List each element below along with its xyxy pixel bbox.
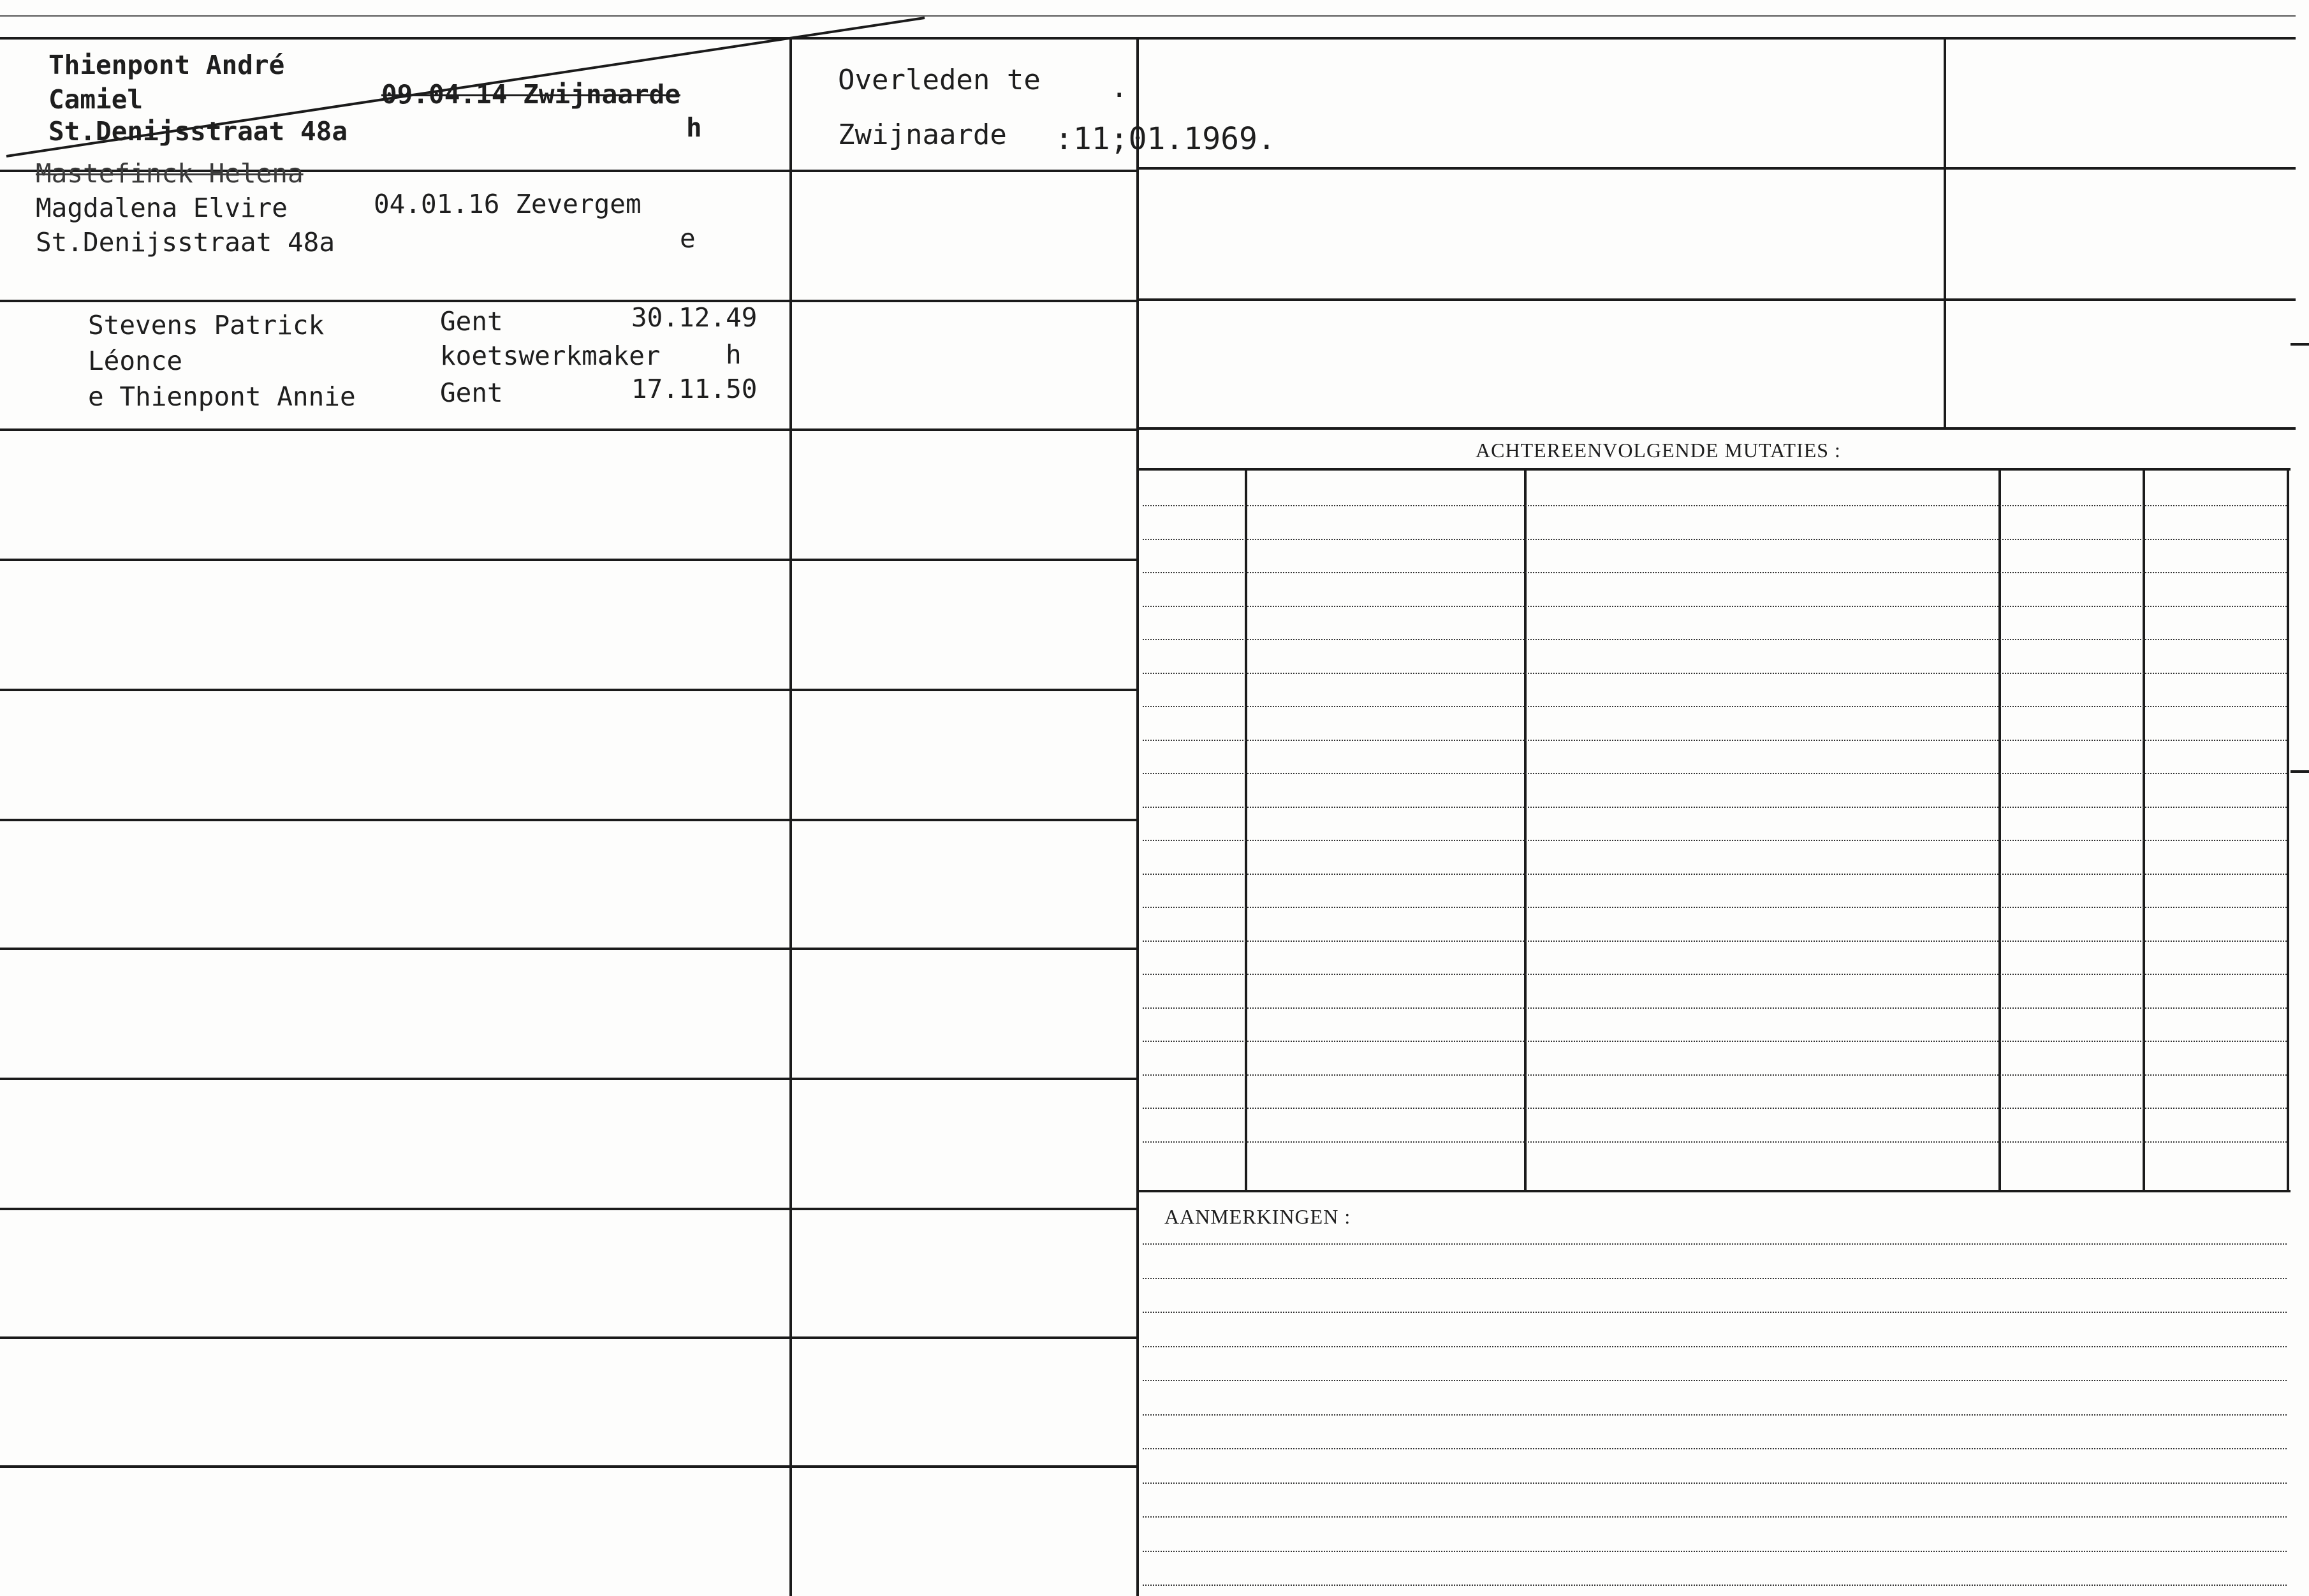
right-row-line-1 <box>1136 167 2296 170</box>
entry1-name-line2: Camiel <box>48 84 143 115</box>
mutaties-dotted-row <box>1143 740 2287 741</box>
entry3-name-line1: Stevens Patrick <box>88 310 325 340</box>
right-row-line-3 <box>1136 427 2296 430</box>
mutaties-dotted-row <box>1143 773 2287 774</box>
aanmerkingen-dotted-row <box>1143 1346 2287 1347</box>
aanmerkingen-dotted-row <box>1143 1516 2287 1518</box>
mutaties-dotted-row <box>1143 572 2287 573</box>
mutaties-dotted-row <box>1143 673 2287 674</box>
mutaties-col-4 <box>2143 469 2145 1191</box>
entry2-name-line1: Mastefinck Helena <box>36 158 304 189</box>
remark-line2-place: Zwijnaarde <box>838 119 1007 151</box>
entry2-birth: 04.01.16 Zevergem <box>374 189 641 219</box>
row-line-10 <box>0 1336 1139 1339</box>
right-row-line-2 <box>1136 298 2296 301</box>
mutaties-dotted-row <box>1143 1007 2287 1009</box>
mutaties-dotted-row <box>1143 807 2287 808</box>
remark-line1-dot: . <box>1111 71 1128 104</box>
row-line-7 <box>0 948 1139 950</box>
mutaties-dotted-row <box>1143 505 2287 506</box>
mutaties-dotted-row <box>1143 606 2287 607</box>
row-line-11 <box>0 1465 1139 1468</box>
mutaties-col-5 <box>2287 469 2289 1191</box>
mutaties-dotted-row <box>1143 706 2287 707</box>
mutaties-top-border <box>1139 468 2291 471</box>
row-line-5 <box>0 689 1139 691</box>
margin-tick-2 <box>2291 770 2309 773</box>
mutaties-dotted-row <box>1143 874 2287 875</box>
mutaties-dotted-row <box>1143 539 2287 540</box>
aanmerkingen-dotted-row <box>1143 1551 2287 1552</box>
entry3-place2: Gent <box>440 377 503 408</box>
mutaties-dotted-row <box>1143 941 2287 942</box>
mutaties-col-2 <box>1524 469 1527 1191</box>
mutaties-dotted-row <box>1143 1074 2287 1076</box>
row-line-2 <box>0 300 1139 302</box>
mutaties-dotted-row <box>1143 907 2287 908</box>
left-column-divider <box>789 40 792 1596</box>
row-line-8 <box>0 1078 1139 1080</box>
aanmerkingen-dotted-row <box>1143 1414 2287 1416</box>
entry3-name-line2: Léonce <box>88 346 183 376</box>
aanmerkingen-dotted-row <box>1143 1483 2287 1484</box>
aanmerkingen-dotted-row <box>1143 1243 2287 1245</box>
mutaties-col-1 <box>1245 469 1247 1191</box>
remark-line2-date: :11;01.1969. <box>1055 121 1276 157</box>
margin-tick-1 <box>2291 343 2309 346</box>
entry3-mark: h <box>726 339 742 370</box>
entry3-name-line3: e Thienpont Annie <box>88 381 356 412</box>
row-line-3 <box>0 428 1139 431</box>
aanmerkingen-dotted-row <box>1143 1312 2287 1313</box>
mutaties-dotted-row <box>1143 1141 2287 1143</box>
mutaties-col-3 <box>1998 469 2001 1191</box>
mutaties-bottom-border <box>1139 1190 2291 1192</box>
mutaties-header: ACHTEREENVOLGENDE MUTATIES : <box>1476 439 1841 462</box>
entry2-mark: e <box>680 223 696 254</box>
entry1-name-line1: Thienpont André <box>48 50 285 80</box>
entry3-date1: 30.12.49 <box>631 302 758 333</box>
entry3-place1: Gent <box>440 306 503 337</box>
aanmerkingen-dotted-row <box>1143 1585 2287 1586</box>
middle-column-divider <box>1136 40 1139 1596</box>
aanmerkingen-dotted-row <box>1143 1448 2287 1449</box>
mutaties-dotted-row <box>1143 840 2287 841</box>
entry1-mark: h <box>686 112 702 143</box>
entry2-name-line2: Magdalena Elvire <box>36 193 288 223</box>
aanmerkingen-header: AANMERKINGEN : <box>1164 1205 1351 1228</box>
right-top-divider <box>1944 40 1946 427</box>
mutaties-dotted-row <box>1143 1108 2287 1109</box>
aanmerkingen-dotted-row <box>1143 1380 2287 1381</box>
entry3-occupation: koetswerkmaker <box>440 340 661 371</box>
entry1-birth: 09.04.14 Zwijnaarde <box>381 79 680 110</box>
row-line-4 <box>0 559 1139 561</box>
mutaties-dotted-row <box>1143 974 2287 975</box>
mutaties-dotted-row <box>1143 1041 2287 1042</box>
entry1-address: St.Denijsstraat 48a <box>48 116 348 147</box>
mutaties-dotted-row <box>1143 639 2287 640</box>
entry2-address: St.Denijsstraat 48a <box>36 227 335 258</box>
entry3-date2: 17.11.50 <box>631 374 758 404</box>
aanmerkingen-dotted-row <box>1143 1278 2287 1279</box>
remark-line1: Overleden te <box>838 64 1041 96</box>
row-line-6 <box>0 819 1139 821</box>
row-line-9 <box>0 1208 1139 1210</box>
